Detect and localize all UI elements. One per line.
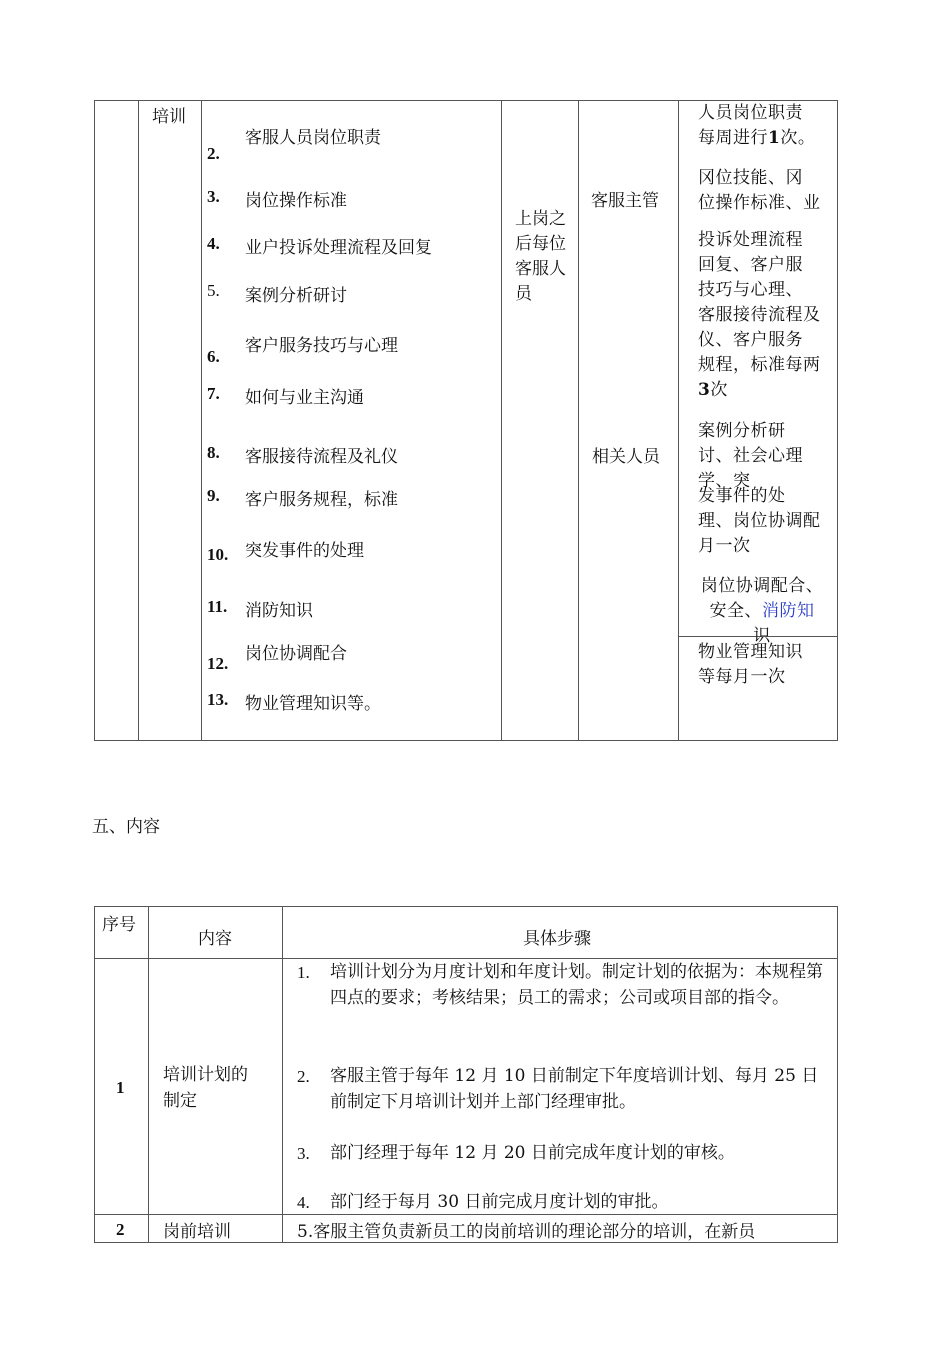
note-line: 学、突	[698, 471, 751, 491]
item-number: 11.	[207, 597, 228, 616]
item-text: 客户服务规程，标准	[245, 490, 398, 510]
trainer-related-staff: 相关人员	[592, 447, 660, 467]
note-line: 规程，标准每两	[698, 355, 821, 375]
item-number: 4.	[207, 234, 220, 253]
header-steps: 具体步骤	[523, 929, 591, 949]
table-border	[501, 100, 502, 740]
note-block	[698, 640, 833, 694]
note-line: 案例分析研	[698, 421, 786, 441]
note-block	[698, 419, 833, 491]
header-seq: 序号	[102, 915, 136, 935]
item-number: 9.	[207, 486, 220, 505]
step-number: 2.	[297, 1067, 310, 1086]
step-number: 4.	[297, 1193, 310, 1212]
item-number: 12.	[207, 654, 229, 673]
note-block	[698, 101, 833, 153]
step-text: 客服主管于每年 12 月 10 日前制定下年度培训计划、每月 25 日前制定下月培训计划并上部门经理审批。	[330, 1066, 819, 1112]
table-border	[201, 100, 202, 740]
section-heading: 五、内容	[92, 817, 160, 837]
row-seq: 2	[116, 1220, 125, 1239]
step-text: 部门经于每月 30 日前完成月度计划的审批。	[330, 1192, 669, 1212]
row-content: 岗前培训	[163, 1222, 231, 1242]
table-border	[837, 906, 838, 1242]
note-block	[692, 574, 832, 646]
target-line: 客服人	[515, 259, 566, 279]
item-number: 8.	[207, 443, 220, 462]
note-number: 1	[768, 128, 781, 148]
content-line: 培训计划的	[163, 1065, 248, 1085]
table-border	[94, 906, 95, 1242]
target-line: 后每位	[515, 234, 566, 254]
note-line: 物业管理知识	[698, 642, 803, 662]
header-content: 内容	[198, 929, 232, 949]
note-line: 等每月一次	[698, 667, 786, 687]
note-block	[698, 484, 833, 560]
item-number: 3.	[207, 187, 220, 206]
note-line: 仪、客户服务	[698, 330, 803, 350]
note-line: 岗位协调配合、	[700, 576, 824, 596]
table-border	[94, 740, 838, 741]
table-border	[678, 100, 679, 740]
item-number: 6.	[207, 347, 220, 366]
note-line: 技巧与心理、	[698, 280, 803, 300]
table-border	[148, 906, 149, 1242]
item-text: 案例分析研讨	[245, 286, 347, 306]
item-text: 客户服务技巧与心理	[245, 336, 398, 356]
item-number: 7.	[207, 384, 220, 403]
item-text: 突发事件的处理	[245, 541, 364, 561]
item-text: 业户投诉处理流程及回复	[245, 238, 432, 258]
item-text: 客服接待流程及礼仪	[245, 447, 398, 467]
item-number: 13.	[207, 690, 229, 709]
table-border	[282, 906, 283, 1242]
table-border	[138, 100, 139, 740]
training-label: 培训	[152, 107, 186, 127]
item-number: 2.	[207, 144, 220, 163]
step-number: 1.	[297, 963, 310, 982]
note-line	[698, 378, 833, 403]
note-line: 讨、社会心理	[698, 446, 803, 466]
fire-knowledge-link[interactable]: 消防知	[762, 601, 815, 621]
note-line	[692, 599, 832, 624]
step-text: 5.客服主管负责新员工的岗前培训的理论部分的培训，在新员	[297, 1222, 756, 1242]
note-line: 月一次	[698, 536, 751, 556]
item-text: 岗位操作标准	[245, 191, 347, 211]
item-text: 如何与业主沟通	[245, 388, 364, 408]
note-text: 每周进行	[698, 128, 768, 148]
note-text: 次。	[780, 128, 816, 148]
table-border	[837, 100, 838, 740]
step-number: 3.	[297, 1144, 310, 1163]
step-text: 部门经理于每年 12 月 20 日前完成年度计划的审核。	[330, 1143, 735, 1163]
item-text: 客服人员岗位职责	[245, 128, 381, 148]
target-staff	[515, 207, 566, 307]
note-block	[698, 166, 833, 223]
table-border	[578, 100, 579, 740]
note-line: 发事件的处	[698, 486, 786, 506]
note-line: 冈位技能、冈	[698, 168, 803, 188]
item-text: 物业管理知识等。	[245, 694, 381, 714]
trainer-supervisor: 客服主管	[591, 191, 659, 211]
note-block	[698, 228, 833, 408]
item-number: 10.	[207, 545, 229, 564]
note-text: 次	[710, 380, 728, 400]
note-line: 投诉处理流程	[698, 230, 803, 250]
note-line: 位操作标准、业	[698, 193, 821, 213]
target-line: 上岗之	[515, 209, 566, 229]
row-seq: 1	[116, 1078, 125, 1097]
item-text: 岗位协调配合	[245, 644, 347, 664]
note-line	[698, 126, 833, 151]
table-border	[94, 1242, 838, 1243]
note-line: 识	[753, 626, 771, 646]
target-line: 员	[515, 284, 532, 304]
note-line: 理、岗位协调配	[698, 511, 821, 531]
row-content	[163, 1062, 248, 1114]
content-line: 制定	[163, 1091, 197, 1111]
note-line: 回复、客户服	[698, 255, 803, 275]
table-border	[94, 906, 838, 907]
step-text: 培训计划分为月度计划和年度计划。制定计划的依据为：本规程第四点的要求；考核结果；员工的需求；公司或项目部的指令。	[330, 962, 823, 1008]
table-border	[94, 100, 95, 740]
note-text: 安全、	[709, 601, 762, 621]
item-text: 消防知识	[245, 601, 313, 621]
note-line: 客服接待流程及	[698, 305, 821, 325]
item-number: 5.	[207, 281, 220, 300]
note-number: 3	[698, 380, 711, 400]
note-line: 人员岗位职责	[698, 103, 803, 123]
